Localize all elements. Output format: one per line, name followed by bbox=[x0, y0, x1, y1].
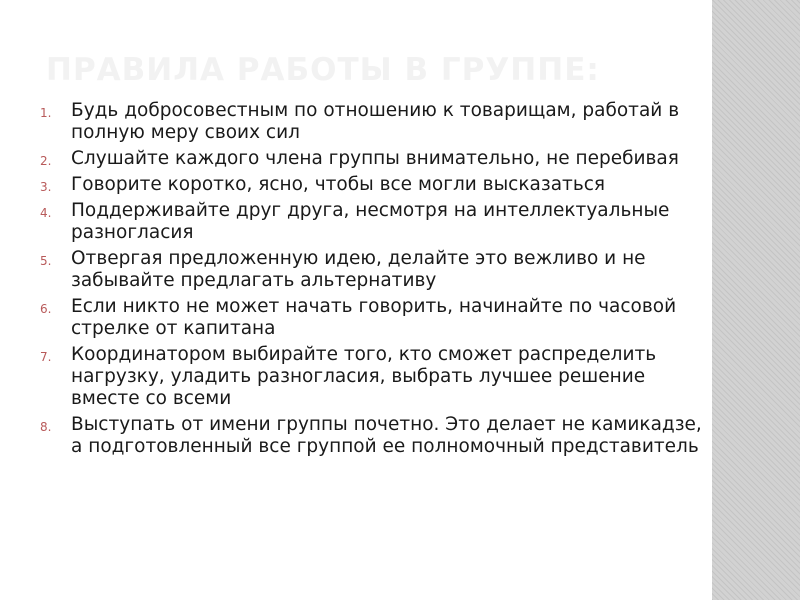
decorative-side-panel bbox=[712, 0, 800, 600]
list-number: 2. bbox=[40, 154, 52, 168]
list-item bbox=[40, 248, 705, 292]
slide-title: ПРАВИЛА РАБОТЫ В ГРУППЕ: bbox=[46, 52, 600, 88]
list-item-text: Выступать от имени группы почетно. Это делает не камикадзе, а подготовленный все группой ее полномочный представитель bbox=[71, 414, 702, 457]
list-item bbox=[40, 200, 705, 244]
list-item-text: Поддерживайте друг друга, несмотря на интеллектуальные разногласия bbox=[71, 200, 670, 243]
list-item bbox=[40, 174, 705, 196]
list-item bbox=[40, 296, 705, 340]
list-number: 8. bbox=[40, 420, 52, 434]
list-number: 3. bbox=[40, 180, 52, 194]
list-item bbox=[40, 344, 705, 410]
list-number: 4. bbox=[40, 206, 52, 220]
list-item-text: Слушайте каждого члена группы внимательно, не перебивая bbox=[71, 148, 679, 169]
list-item bbox=[40, 148, 705, 170]
list-number: 1. bbox=[40, 106, 52, 120]
list-item bbox=[40, 100, 705, 144]
list-number: 5. bbox=[40, 254, 52, 268]
list-number: 6. bbox=[40, 302, 52, 316]
list-item-text: Отвергая предложенную идею, делайте это вежливо и не забывайте предлагать альтернативу bbox=[71, 248, 646, 291]
list-item-text: Будь добросовестным по отношению к товарищам, работай в полную меру своих сил bbox=[71, 100, 680, 143]
list-item-text: Говорите коротко, ясно, чтобы все могли высказаться bbox=[71, 174, 606, 195]
list-number: 7. bbox=[40, 350, 52, 364]
list-item-text: Если никто не может начать говорить, начинайте по часовой стрелке от капитана bbox=[71, 296, 677, 339]
list-item bbox=[40, 414, 705, 458]
rules-list bbox=[40, 100, 705, 462]
list-item-text: Координатором выбирайте того, кто сможет распределить нагрузку, уладить разногласия, выбрать лучшее решение вместе со всеми bbox=[71, 344, 657, 409]
